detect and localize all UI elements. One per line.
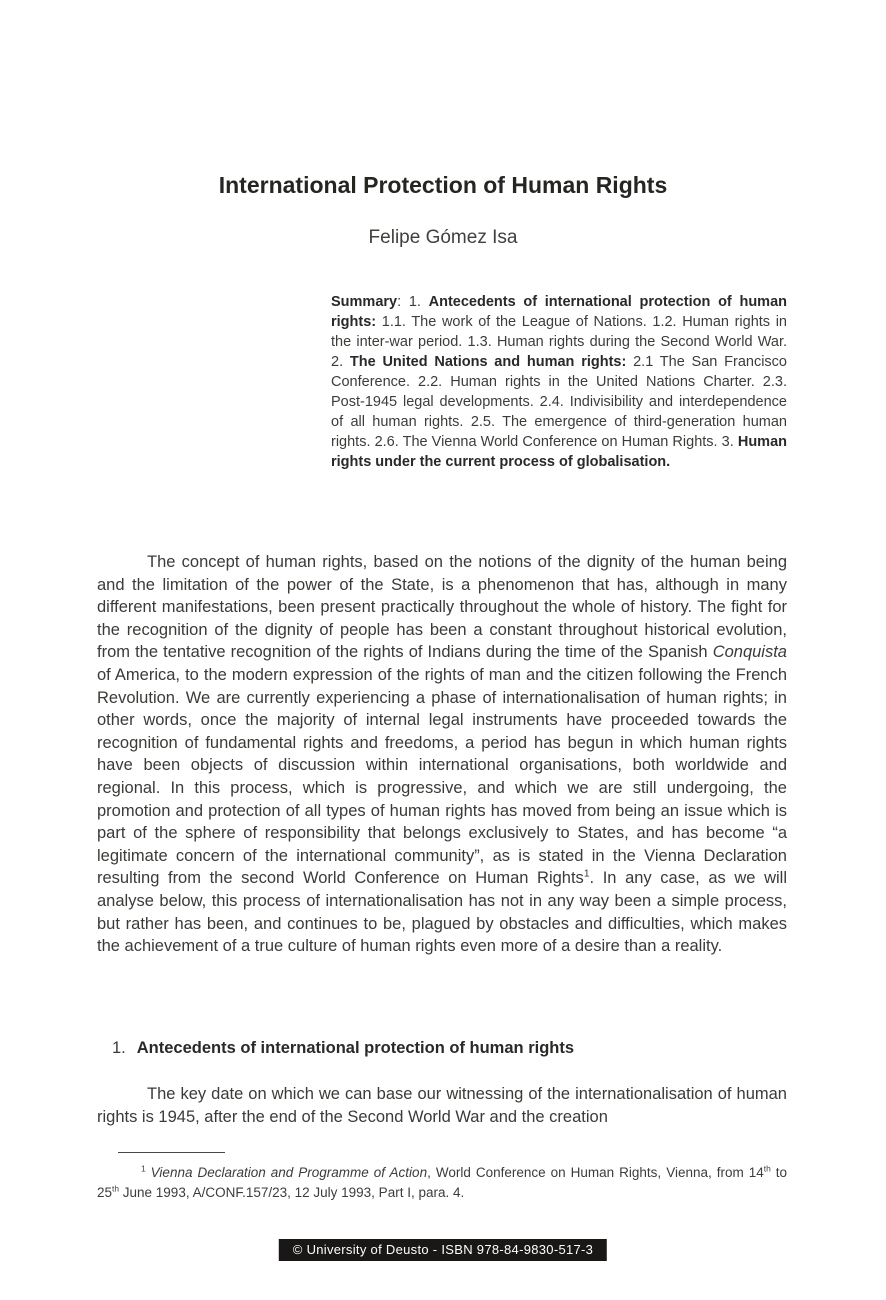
summary-block: Summary: 1. Antecedents of international protection of human rights: 1.1. The work of the League of Nations. 1.2. Human rights in the inter-war period. 1.3. Human rights during the Second World War. 2. The United Nations and human rights: 2.1 The San Francisco Conference. 2.2. Human rights in the United Nations Charter. 2.3. Post-1945 legal developments. 2.4. Indivisibility and interdependence of all human rights. 2.5. The emergence of third-generation human rights. 2.6. The Vienna World Conference on Human Rights. 3. Human rights under the current process of globalisation. — [331, 294, 787, 470]
section-heading — [112, 1039, 787, 1058]
author-name: Felipe Gómez Isa — [368, 227, 518, 248]
footer-isbn-bar — [279, 1239, 607, 1261]
footnote-text: $^1$ Vienna Declaration and Programme of Action, World Conference on Human Rights, Vienna, from 14th to 25th June 1993, A/CONF.157/23, 12 July 1993, Part I, para. 4. — [97, 1163, 787, 1200]
key-date-paragraph: The key date on which we can base our witnessing of the internationalisation of human rights is 1945, after the end of the Second World War and the creation — [97, 1085, 787, 1126]
section-title: Antecedents of international protection of human rights — [136, 1039, 575, 1057]
footer-isbn-text: © University of Deusto - ISBN 978-84-9830-517-3 — [292, 1242, 594, 1257]
intro-paragraph: The concept of human rights, based on the notions of the dignity of the human being and the limitation of the power of the State, is a phenomenon that has, although in many different manifestations, been present practically throughout the whole of history. The fight for the recognition of the dignity of people has been a constant throughout historical evolution, from the tentative recognition of the rights of Indians during the time of the Spanish Conquista of America, to the modern expression of the rights of man and the citizen following the French Revolution. We are currently experiencing a phase of internationalisation of human rights; in other words, once the majority of internal legal instruments have proceeded towards the recognition of fundamental rights and freedoms, a period has begun in which human rights have been objects of discussion within international organisations, both worldwide and regional. In this process, which is progressive, and which we are still undergoing, the promotion and protection of all types of human rights has moved from being an issue which is part of the sphere of responsibility that belongs exclusively to States, and has become “a legitimate concern of the international community”, as is stated in the Vienna Declaration resulting from the second World Conference on Human Rights$^1$. In any case, as we will analyse below, this process of internationalisation has not in any way been a simple process, but rather has been, and continues to be, plagued by obstacles and difficulties, which makes the achievement of a true culture of human rights even more of a desire than a reality. — [97, 553, 787, 956]
section-number: 1. — [112, 1039, 126, 1057]
footnote-separator-rule — [118, 1152, 225, 1153]
page-title: International Protection of Human Rights — [218, 172, 668, 198]
